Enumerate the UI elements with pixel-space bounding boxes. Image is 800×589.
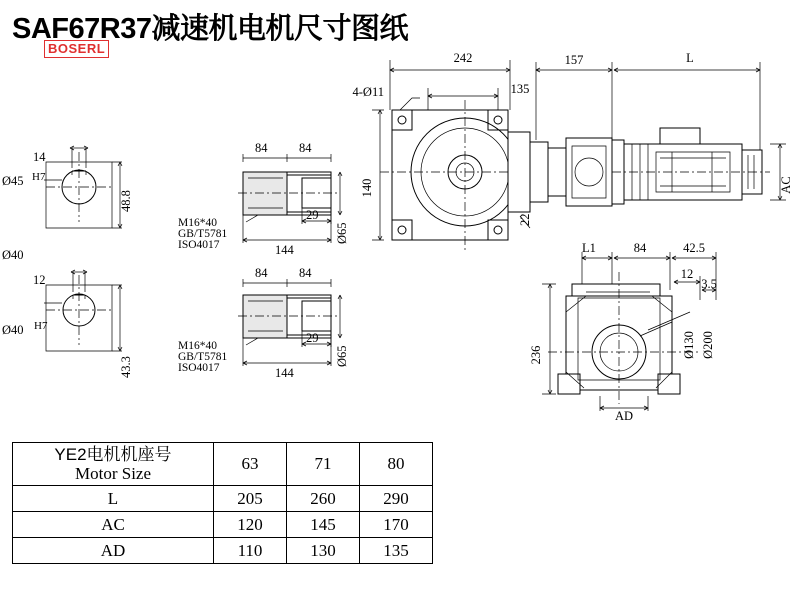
dim-bore-tol-bottom: H7 [34, 320, 48, 332]
row-label-AC: AC [13, 512, 214, 538]
dim-top-inner: 135 [510, 82, 530, 96]
row-label-AD: AD [13, 538, 214, 564]
table-row [13, 538, 433, 564]
shaft-end-view-top [44, 146, 122, 228]
dim-height-top: 48.8 [119, 190, 133, 212]
row-L-value-2: 260 [287, 486, 360, 512]
dim-bore-bottom: Ø40 [2, 323, 24, 337]
note-hole: 4-Ø11 [352, 85, 384, 99]
note-thread-bottom: M16*40 [178, 340, 217, 352]
dim-top-L: L [686, 51, 694, 65]
row-AC-value-2: 145 [287, 512, 360, 538]
header-size-1: 63 [214, 443, 287, 486]
dim-top-right: 157 [564, 53, 584, 67]
row-AC-value-3: 170 [360, 512, 433, 538]
header-label-cn: YE2电机机座号 [54, 445, 172, 464]
dim-b-bottom: 84 [299, 266, 312, 280]
dim-bolt-circle: 22 [518, 213, 532, 226]
note-std2-top: ISO4017 [178, 239, 220, 251]
brand-logo: BOSERL [44, 40, 109, 58]
dim-right-84: 84 [633, 241, 647, 255]
shaft-end-view-bottom [44, 270, 122, 351]
header-label-cell [13, 443, 214, 486]
dim-key-width-bottom: 12 [33, 273, 46, 287]
page-title: SAF67R37减速机电机尺寸图纸 [12, 13, 408, 45]
dim-flat-top: Ø40 [2, 248, 24, 262]
table-row [13, 512, 433, 538]
row-AD-value-3: 135 [360, 538, 433, 564]
dim-right-12: 12 [680, 267, 694, 281]
row-label-L: L [13, 486, 214, 512]
dim-a-top: 84 [255, 141, 268, 155]
table-row [13, 486, 433, 512]
dim-c-top: 29 [306, 208, 319, 222]
note-std1-bottom: GB/T5781 [178, 351, 228, 363]
header-size-2: 71 [287, 443, 360, 486]
dim-right-L1: L1 [582, 241, 596, 255]
dim-height-bottom: 43.3 [119, 356, 133, 378]
header-label-en: Motor Size [74, 464, 152, 483]
gearbox-plan-view [372, 60, 786, 250]
table-header-row [13, 443, 433, 486]
shaft-side-view-top [238, 154, 342, 243]
spec-table [12, 442, 433, 564]
dim-dia-bottom: Ø65 [335, 345, 349, 367]
dim-b-top: 84 [299, 141, 312, 155]
dim-total-bottom: 144 [275, 366, 294, 380]
dim-key-width-top: 14 [33, 150, 46, 164]
dim-a-bottom: 84 [255, 266, 268, 280]
dim-top-overall: 242 [453, 51, 473, 65]
row-AC-value-1: 120 [214, 512, 287, 538]
dim-c-bottom: 29 [306, 331, 319, 345]
shaft-side-view-bottom [238, 279, 342, 366]
dim-bore-tol-top: H7 [32, 171, 46, 183]
dim-left-height: 140 [360, 178, 374, 198]
dim-dia-top: Ø65 [335, 222, 349, 244]
dim-bore-200: Ø200 [701, 331, 715, 359]
dim-bore-130: Ø130 [682, 331, 696, 359]
header-size-3: 80 [360, 443, 433, 486]
note-std1-top: GB/T5781 [178, 228, 228, 240]
row-L-value-3: 290 [360, 486, 433, 512]
dim-right-3-5: 3.5 [701, 277, 717, 291]
row-AD-value-2: 130 [287, 538, 360, 564]
row-L-value-1: 205 [214, 486, 287, 512]
dim-bore-top: Ø45 [2, 174, 24, 188]
note-thread-top: M16*40 [178, 217, 217, 229]
row-AD-value-1: 110 [214, 538, 287, 564]
dim-total-top: 144 [275, 243, 294, 257]
dim-right-42-5: 42.5 [683, 241, 705, 255]
note-std2-bottom: ISO4017 [178, 362, 220, 374]
label-ac: AC [779, 176, 793, 194]
dim-front-height: 236 [529, 345, 543, 365]
label-ad: AD [614, 409, 634, 423]
